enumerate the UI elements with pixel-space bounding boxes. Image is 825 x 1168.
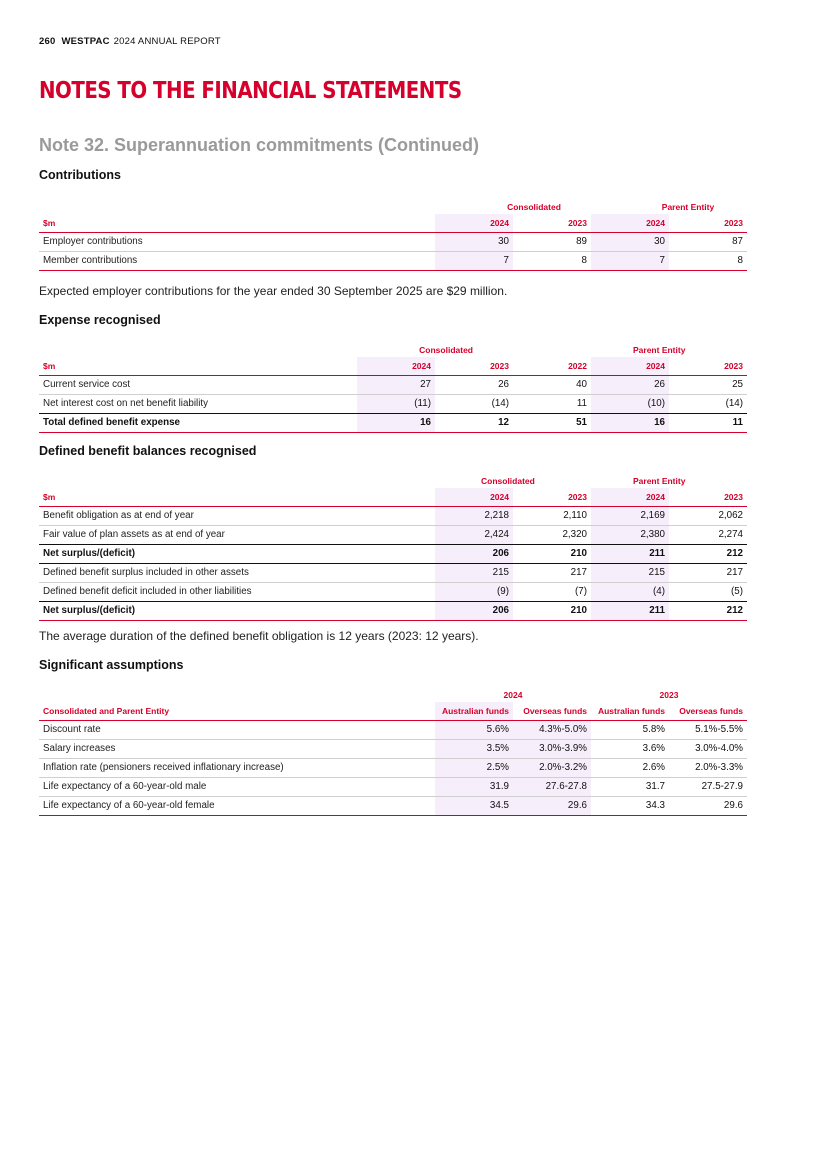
total-row (39, 602, 747, 621)
cell: 29.6 (513, 797, 591, 816)
cell: 2.0%-3.3% (669, 759, 747, 778)
year-header: 2024 (591, 357, 669, 376)
unit-header: $m (39, 488, 435, 507)
cell: 27.5-27.9 (669, 778, 747, 797)
row-label: Net surplus/(deficit) (39, 602, 435, 621)
page-number: 260 (39, 36, 56, 47)
column-header: Australian funds (435, 702, 513, 721)
cell: 3.6% (591, 740, 669, 759)
table-row (39, 233, 747, 252)
table-row (39, 376, 747, 395)
cell: (9) (435, 583, 513, 602)
cell: (10) (591, 395, 669, 414)
assumptions-table (39, 688, 747, 816)
row-label: Benefit obligation as at end of year (39, 507, 435, 526)
first-column-header: Consolidated and Parent Entity (39, 702, 435, 721)
subtotal-row (39, 545, 747, 564)
row-label: Salary increases (39, 740, 435, 759)
table-row (39, 252, 747, 271)
cell: 8 (669, 252, 747, 271)
cell: 2,424 (435, 526, 513, 545)
cell: 212 (669, 545, 747, 564)
year-header: 2023 (669, 488, 747, 507)
cell: 26 (435, 376, 513, 395)
group-parent: Parent Entity (633, 476, 686, 486)
cell: (14) (669, 395, 747, 414)
unit-header: $m (39, 214, 435, 233)
cell: 3.0%-4.0% (669, 740, 747, 759)
row-label: Total defined benefit expense (39, 414, 357, 433)
cell: 51 (513, 414, 591, 433)
cell: 4.3%-5.0% (513, 721, 591, 740)
total-row (39, 414, 747, 433)
cell: 2.0%-3.2% (513, 759, 591, 778)
cell: 5.6% (435, 721, 513, 740)
expense-table (39, 343, 747, 433)
table-row (39, 564, 747, 583)
year-group-2024: 2024 (503, 690, 523, 700)
cell: 87 (669, 233, 747, 252)
cell: 26 (591, 376, 669, 395)
table-row (39, 583, 747, 602)
cell: 12 (435, 414, 513, 433)
table-row (39, 395, 747, 414)
group-consolidated: Consolidated (507, 202, 561, 212)
cell: 27.6-27.8 (513, 778, 591, 797)
cell: 2,218 (435, 507, 513, 526)
contributions-note: Expected employer contributions for the year ended 30 September 2025 are $29 million. (39, 284, 508, 298)
cell: 2,274 (669, 526, 747, 545)
balances-note: The average duration of the defined benefit obligation is 12 years (2023: 12 years). (39, 629, 479, 643)
cell: 217 (669, 564, 747, 583)
table-row (39, 526, 747, 545)
year-header: 2023 (513, 214, 591, 233)
cell: 11 (513, 395, 591, 414)
row-label: Net surplus/(deficit) (39, 545, 435, 564)
cell: 5.1%-5.5% (669, 721, 747, 740)
row-label: Defined benefit deficit included in other liabilities (39, 583, 435, 602)
cell: 16 (357, 414, 435, 433)
column-header: Overseas funds (669, 702, 747, 721)
report-name: 2024 ANNUAL REPORT (113, 36, 221, 47)
year-header: 2023 (669, 357, 747, 376)
page-title: NOTES TO THE FINANCIAL STATEMENTS (39, 78, 462, 104)
cell: (11) (357, 395, 435, 414)
row-label: Fair value of plan assets as at end of year (39, 526, 435, 545)
unit-header: $m (39, 357, 357, 376)
year-header: 2024 (591, 488, 669, 507)
column-header: Australian funds (591, 702, 669, 721)
cell: 8 (513, 252, 591, 271)
cell: 30 (435, 233, 513, 252)
cell: (4) (591, 583, 669, 602)
cell: (5) (669, 583, 747, 602)
cell: 210 (513, 602, 591, 621)
row-label: Member contributions (39, 252, 435, 271)
table-row (39, 778, 747, 797)
cell: 217 (513, 564, 591, 583)
cell: 2,320 (513, 526, 591, 545)
running-header (39, 36, 221, 47)
cell: 34.3 (591, 797, 669, 816)
cell: 89 (513, 233, 591, 252)
row-label: Current service cost (39, 376, 357, 395)
group-parent: Parent Entity (661, 202, 715, 212)
cell: 215 (591, 564, 669, 583)
cell: 7 (435, 252, 513, 271)
cell: 3.5% (435, 740, 513, 759)
year-header: 2024 (435, 488, 513, 507)
row-label: Net interest cost on net benefit liability (39, 395, 357, 414)
year-header: 2024 (435, 214, 513, 233)
year-header: 2022 (513, 357, 591, 376)
cell: 5.8% (591, 721, 669, 740)
cell: 2,380 (591, 526, 669, 545)
year-header: 2023 (435, 357, 513, 376)
cell: 2.5% (435, 759, 513, 778)
balances-heading: Defined benefit balances recognised (39, 444, 257, 458)
cell: 34.5 (435, 797, 513, 816)
cell: 31.9 (435, 778, 513, 797)
table-row (39, 721, 747, 740)
cell: 25 (669, 376, 747, 395)
group-parent: Parent Entity (633, 345, 686, 355)
cell: 212 (669, 602, 747, 621)
column-header: Overseas funds (513, 702, 591, 721)
year-header: 2024 (591, 214, 669, 233)
table-row (39, 759, 747, 778)
cell: (7) (513, 583, 591, 602)
group-consolidated: Consolidated (419, 345, 473, 355)
row-label: Discount rate (39, 721, 435, 740)
cell: 30 (591, 233, 669, 252)
table-row (39, 740, 747, 759)
cell: 11 (669, 414, 747, 433)
cell: 31.7 (591, 778, 669, 797)
cell: (14) (435, 395, 513, 414)
cell: 2,062 (669, 507, 747, 526)
group-consolidated: Consolidated (481, 476, 535, 486)
row-label: Inflation rate (pensioners received inflationary increase) (39, 759, 435, 778)
table-row (39, 797, 747, 816)
balances-table (39, 474, 747, 621)
note-title: Note 32. Superannuation commitments (Continued) (39, 135, 480, 155)
year-group-2023: 2023 (659, 690, 679, 700)
brand-name: WESTPAC (61, 36, 110, 47)
cell: 2,110 (513, 507, 591, 526)
cell: 2,169 (591, 507, 669, 526)
contributions-heading: Contributions (39, 168, 121, 182)
row-label: Defined benefit surplus included in other assets (39, 564, 435, 583)
cell: 27 (357, 376, 435, 395)
cell: 40 (513, 376, 591, 395)
row-label: Life expectancy of a 60-year-old male (39, 778, 435, 797)
cell: 211 (591, 545, 669, 564)
row-label: Life expectancy of a 60-year-old female (39, 797, 435, 816)
cell: 16 (591, 414, 669, 433)
cell: 29.6 (669, 797, 747, 816)
cell: 210 (513, 545, 591, 564)
table-row (39, 507, 747, 526)
assumptions-heading: Significant assumptions (39, 658, 184, 672)
contributions-table (39, 200, 747, 271)
year-header: 2023 (669, 214, 747, 233)
cell: 206 (435, 545, 513, 564)
cell: 211 (591, 602, 669, 621)
year-header: 2023 (513, 488, 591, 507)
year-header: 2024 (357, 357, 435, 376)
cell: 3.0%-3.9% (513, 740, 591, 759)
cell: 7 (591, 252, 669, 271)
cell: 2.6% (591, 759, 669, 778)
cell: 206 (435, 602, 513, 621)
cell: 215 (435, 564, 513, 583)
row-label: Employer contributions (39, 233, 435, 252)
expense-heading: Expense recognised (39, 313, 161, 327)
